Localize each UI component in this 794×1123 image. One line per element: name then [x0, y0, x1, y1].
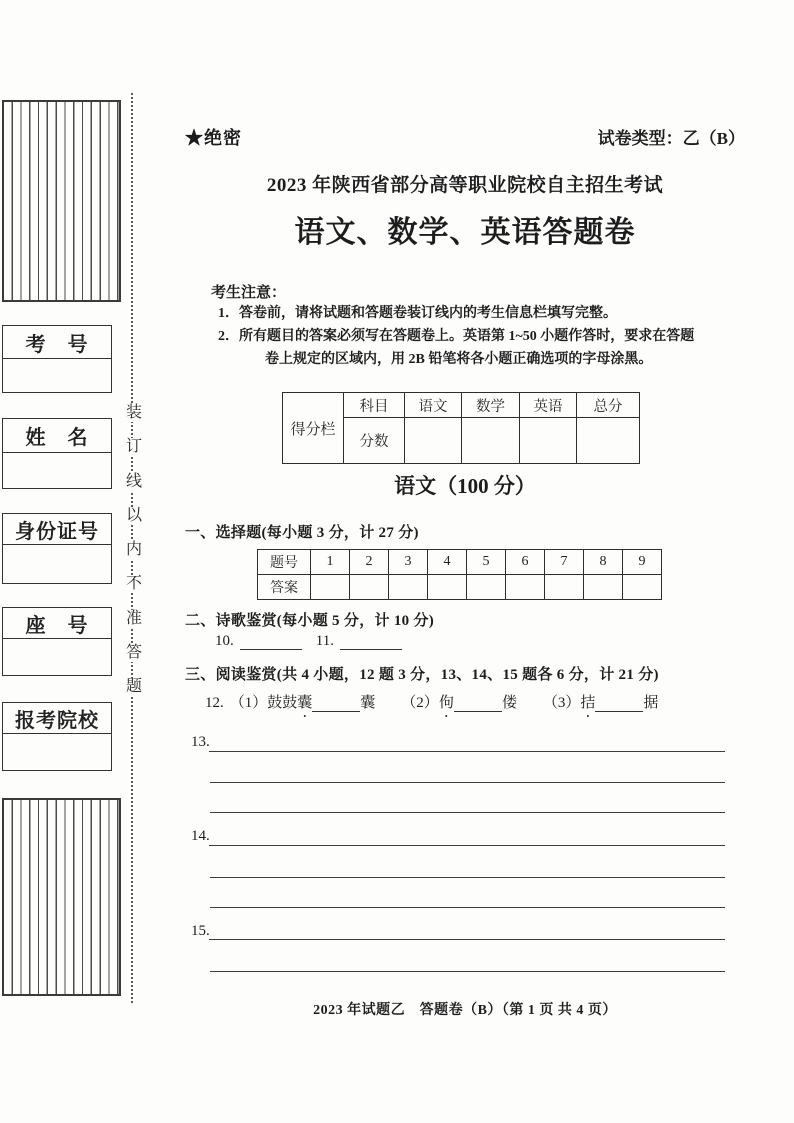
question-14-answer-line	[210, 907, 725, 908]
score-panel-label: 得分栏	[283, 393, 344, 464]
field-box-id-number	[2, 513, 112, 584]
question-13-answer-line	[210, 812, 725, 813]
answer-row-label: 答案	[258, 575, 311, 600]
id-number-label: 身份证号	[3, 514, 111, 545]
question-number-cell: 8	[584, 550, 623, 575]
choice-answer-table	[257, 549, 662, 600]
q12-part1-dotted-char: 囊 •	[297, 691, 312, 712]
question-12-row	[205, 691, 658, 712]
question-15-answer-line	[209, 939, 725, 940]
notice-item-2-line-1: 2．所有题目的答案必须写在答题卷上。英语第 1~50 小题作答时，要求在答题	[218, 329, 695, 344]
candidate-notices	[185, 281, 745, 371]
answer-row	[258, 575, 662, 600]
binding-char: 线	[125, 472, 142, 490]
binding-line-text	[123, 404, 145, 696]
page-footer: 2023 年试题乙 答题卷（B）（第 1 页 共 4 页）	[313, 1003, 617, 1018]
score-cell-total	[577, 418, 640, 464]
exam-number-write-area	[3, 359, 111, 392]
exam-title: 2023 年陕西省部分高等职业院校自主招生考试	[266, 175, 664, 196]
part1-heading: 一、选择题(每小题 3 分，计 27 分)	[185, 525, 419, 541]
score-cell-english	[520, 418, 577, 464]
id-number-write-area	[3, 545, 111, 583]
q12-part2-pre: （2）	[401, 695, 439, 711]
binding-char: 不	[125, 575, 142, 593]
subject-header-cell: 科目	[344, 393, 405, 418]
part2-heading: 二、诗歌鉴赏(每小题 5 分，计 10 分)	[185, 613, 435, 629]
header-row	[185, 124, 745, 150]
q12-part3-post: 据	[643, 695, 659, 711]
q12-part3-blank	[595, 695, 643, 712]
question-number-cell: 4	[428, 550, 467, 575]
field-box-school	[2, 702, 112, 771]
seat-number-label: 座 号	[3, 608, 111, 639]
subject-total-cell: 总分	[577, 393, 640, 418]
field-box-name	[2, 418, 112, 489]
answer-cell	[350, 575, 389, 600]
field-box-seat-number	[2, 607, 112, 676]
paper-type-label: 试卷类型：乙（B）	[597, 129, 745, 148]
question-15-answer-line	[210, 971, 725, 972]
question-number-cell: 1	[311, 550, 350, 575]
q12-part2-dotted-char: 佝 •	[439, 691, 454, 712]
q12-part2-blank	[454, 695, 502, 712]
seat-number-write-area	[3, 639, 111, 675]
score-cell-math	[462, 418, 520, 464]
question-10-11-row	[215, 633, 402, 650]
notice-item-2-line-2: 卷上规定的区域内，用 2B 铅笔将各小题正确选项的字母涂黑。	[265, 352, 653, 367]
binding-char: 内	[125, 541, 142, 558]
exam-number-label: 考 号	[3, 326, 111, 359]
question-number-label: 题号	[258, 550, 311, 575]
q12-part2-post: 偻	[501, 695, 517, 711]
answer-cell	[311, 575, 350, 600]
notices-heading: 考生注意：	[211, 285, 287, 301]
answer-cell	[467, 575, 506, 600]
q12-part3-pre: （3）	[542, 695, 581, 711]
binding-char: 准	[125, 609, 142, 627]
question-14-answer-line	[209, 845, 725, 846]
binding-char: 以	[125, 506, 142, 524]
question-number-cell: 5	[467, 550, 506, 575]
answer-cell	[545, 575, 584, 600]
question-number-cell: 3	[389, 550, 428, 575]
binding-char: 题	[125, 678, 142, 695]
question-number-cell: 2	[350, 550, 389, 575]
question-number-cell: 9	[623, 550, 662, 575]
subject-math-cell: 数学	[462, 393, 520, 418]
score-row-label: 分数	[344, 418, 405, 464]
school-label: 报考院校	[3, 703, 111, 734]
question-15-label: 15.	[191, 923, 210, 939]
question-12-label: 12.	[205, 695, 224, 711]
q12-part1-pre: （1）鼓鼓	[229, 695, 298, 711]
field-box-exam-number	[2, 325, 112, 393]
secrecy-label: ★绝密	[185, 128, 242, 148]
question-number-row	[258, 550, 662, 575]
question-13-answer-line	[209, 751, 725, 752]
school-write-area	[3, 734, 111, 770]
question-14-answer-line	[210, 877, 725, 878]
answer-cell	[584, 575, 623, 600]
question-13-label: 13.	[191, 734, 210, 750]
question-10-label: 10.	[215, 633, 234, 649]
q12-part1-post: 囊	[360, 695, 376, 711]
question-10-blank	[240, 633, 302, 650]
q12-part3-dotted-char: 拮 •	[580, 691, 595, 712]
subject-english-cell: 英语	[520, 393, 577, 418]
part3-heading: 三、阅读鉴赏(共 4 小题，12 题 3 分，13、14、15 题各 6 分，计 21 分)	[185, 667, 659, 683]
question-13-answer-line	[210, 782, 725, 783]
hatched-box-bottom	[2, 798, 121, 996]
score-table	[282, 392, 640, 464]
binding-char: 装	[125, 404, 142, 421]
answer-cell	[506, 575, 545, 600]
question-14-label: 14.	[191, 828, 210, 844]
chinese-section-title: 语文（100 分）	[394, 474, 536, 498]
notice-item-1: 1．答卷前，请将试题和答题卷装订线内的考生信息栏填写完整。	[218, 306, 617, 321]
question-11-blank	[340, 633, 402, 650]
answer-cell	[389, 575, 428, 600]
question-11-label: 11.	[315, 633, 334, 649]
question-number-cell: 7	[545, 550, 584, 575]
score-cell-chinese	[405, 418, 462, 464]
sheet-title: 语文、数学、英语答题卷	[294, 216, 636, 249]
hatched-box-top	[2, 100, 121, 302]
name-write-area	[3, 453, 111, 488]
q12-part1-blank	[312, 695, 360, 712]
binding-char: 答	[125, 643, 142, 661]
name-label: 姓 名	[3, 419, 111, 453]
answer-cell	[428, 575, 467, 600]
subject-chinese-cell: 语文	[405, 393, 462, 418]
question-number-cell: 6	[506, 550, 545, 575]
answer-cell	[623, 575, 662, 600]
binding-char: 订	[125, 438, 142, 456]
